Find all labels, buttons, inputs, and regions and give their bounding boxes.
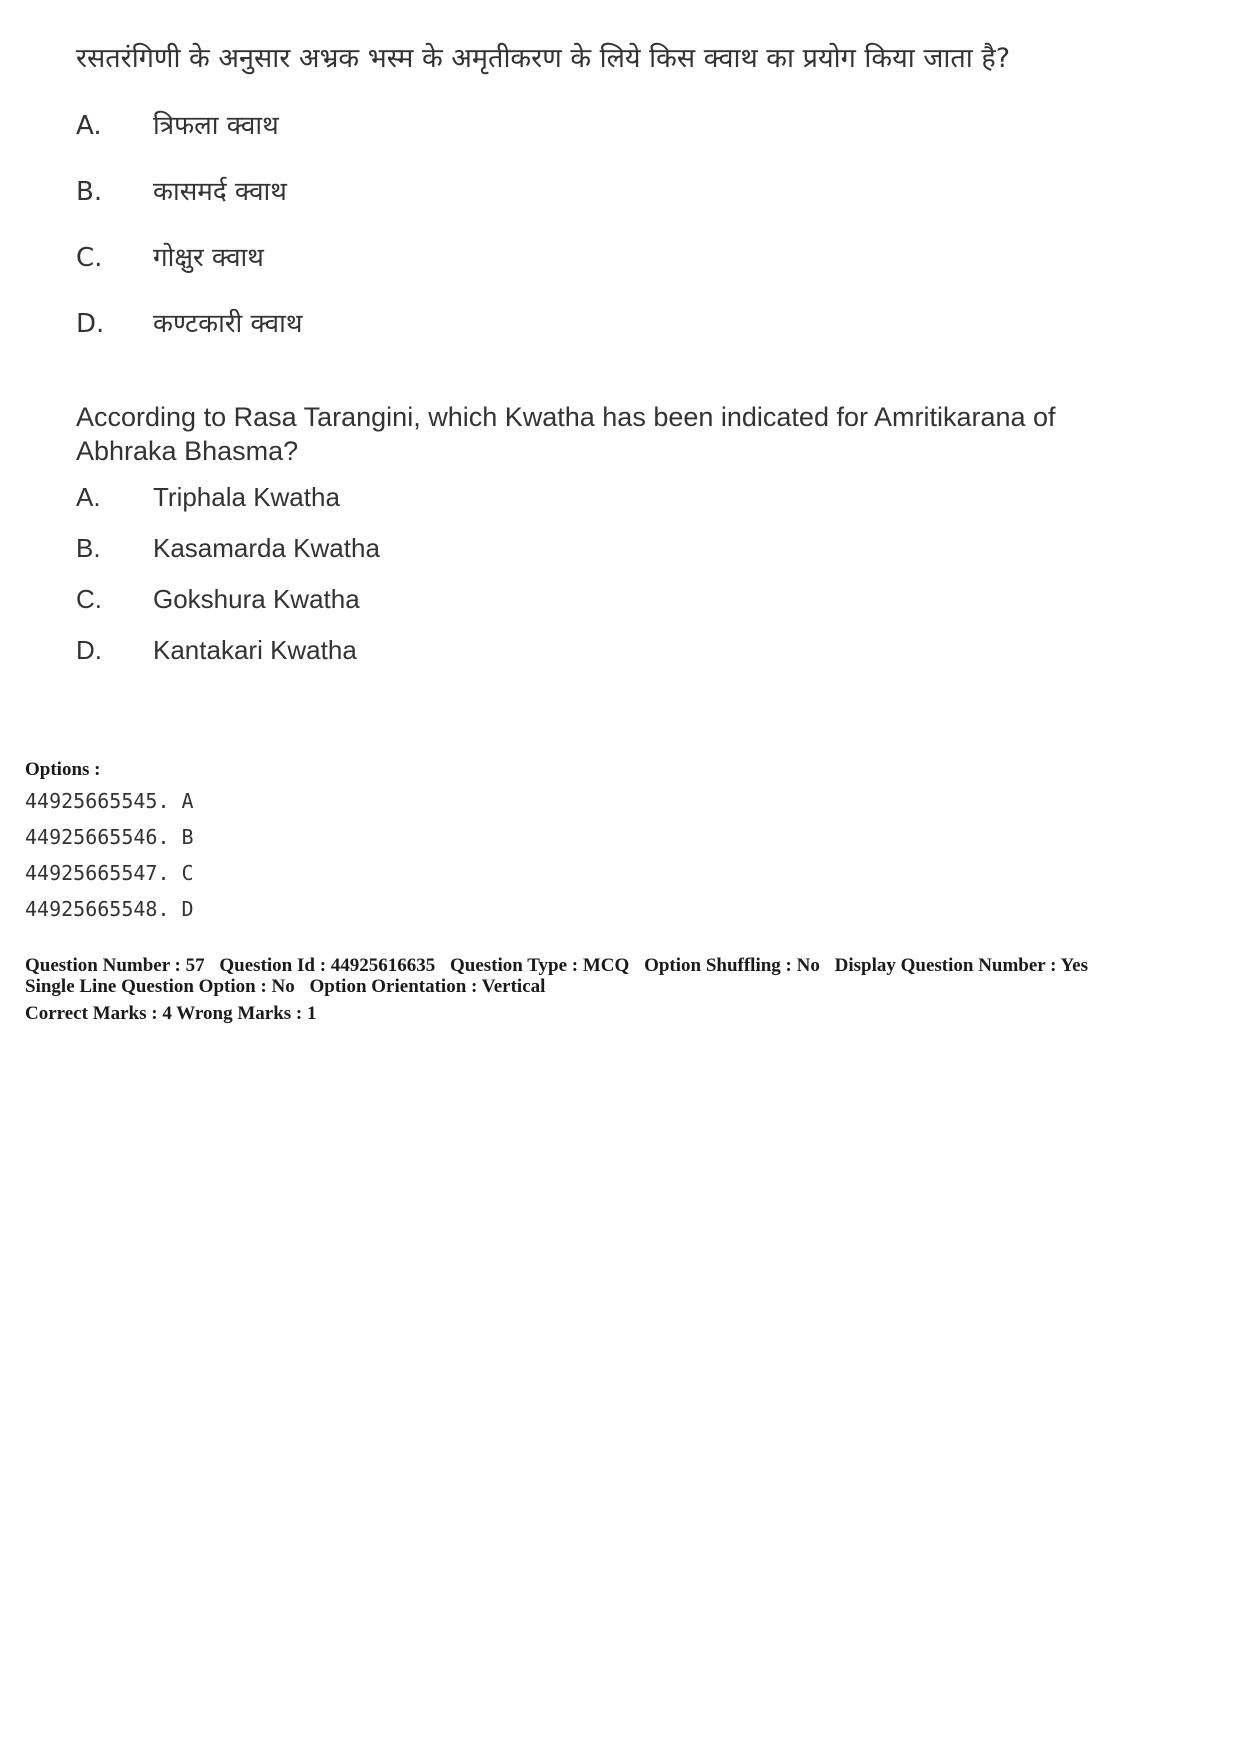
question-image xyxy=(76,40,1136,686)
hindi-option-a xyxy=(76,106,1136,172)
hindi-option-d xyxy=(76,304,1136,370)
option-shuffling: Option Shuffling : No xyxy=(644,955,820,976)
option-id-item: 44925665545. A xyxy=(25,789,194,813)
option-id-list xyxy=(25,783,1225,927)
option-letter: D. xyxy=(76,309,105,339)
hindi-question-text: रसतरंगिणी के अनुसार अभ्रक भस्म के अमृतीकरण के लिये किस क्वाथ का प्रयोग किया जाता है? xyxy=(76,43,1011,74)
single-line-question-option: Single Line Question Option : No xyxy=(25,976,295,997)
question-number: Question Number : 57 xyxy=(25,955,205,976)
option-id-item: 44925665546. B xyxy=(25,825,194,849)
option-text: कण्टकारी क्वाथ xyxy=(153,309,303,339)
option-letter: A. xyxy=(76,482,101,512)
option-text: Gokshura Kwatha xyxy=(153,584,360,614)
question-type: Question Type : MCQ xyxy=(450,955,630,976)
correct-marks: Correct Marks : 4 xyxy=(25,1003,172,1024)
english-option-b xyxy=(76,533,1136,584)
option-letter: D. xyxy=(76,635,102,665)
option-id-item: 44925665548. D xyxy=(25,897,194,921)
option-letter: B. xyxy=(76,177,103,207)
hindi-option-b xyxy=(76,172,1136,238)
option-text: कासमर्द क्वाथ xyxy=(153,177,287,207)
hindi-option-c xyxy=(76,238,1136,304)
wrong-marks: Wrong Marks : 1 xyxy=(176,1003,317,1024)
option-text: Triphala Kwatha xyxy=(153,482,340,512)
option-letter: C. xyxy=(76,243,103,273)
hindi-options-list xyxy=(76,106,1136,370)
option-letter: C. xyxy=(76,584,102,614)
english-option-d xyxy=(76,635,1136,686)
english-option-a xyxy=(76,482,1136,533)
question-metadata-section xyxy=(25,757,1225,1024)
question-id: Question Id : 44925616635 xyxy=(219,955,436,976)
option-letter: A. xyxy=(76,111,102,141)
display-question-number: Display Question Number : Yes xyxy=(834,955,1088,976)
option-text: त्रिफला क्वाथ xyxy=(153,111,279,141)
option-orientation: Option Orientation : Vertical xyxy=(309,976,546,997)
option-text: Kasamarda Kwatha xyxy=(153,533,380,563)
options-label: Options : xyxy=(25,759,101,780)
marks-info xyxy=(25,1003,1225,1024)
option-text: गोक्षुर क्वाथ xyxy=(153,243,264,273)
english-options-list xyxy=(76,482,1136,686)
option-text: Kantakari Kwatha xyxy=(153,635,357,665)
english-option-c xyxy=(76,584,1136,635)
question-info xyxy=(25,955,1225,997)
option-letter: B. xyxy=(76,533,101,563)
english-question-text: According to Rasa Tarangini, which Kwatha has been indicated for Amritikarana of Abhraka Bhasma? xyxy=(76,402,1056,466)
option-id-item: 44925665547. C xyxy=(25,861,194,885)
